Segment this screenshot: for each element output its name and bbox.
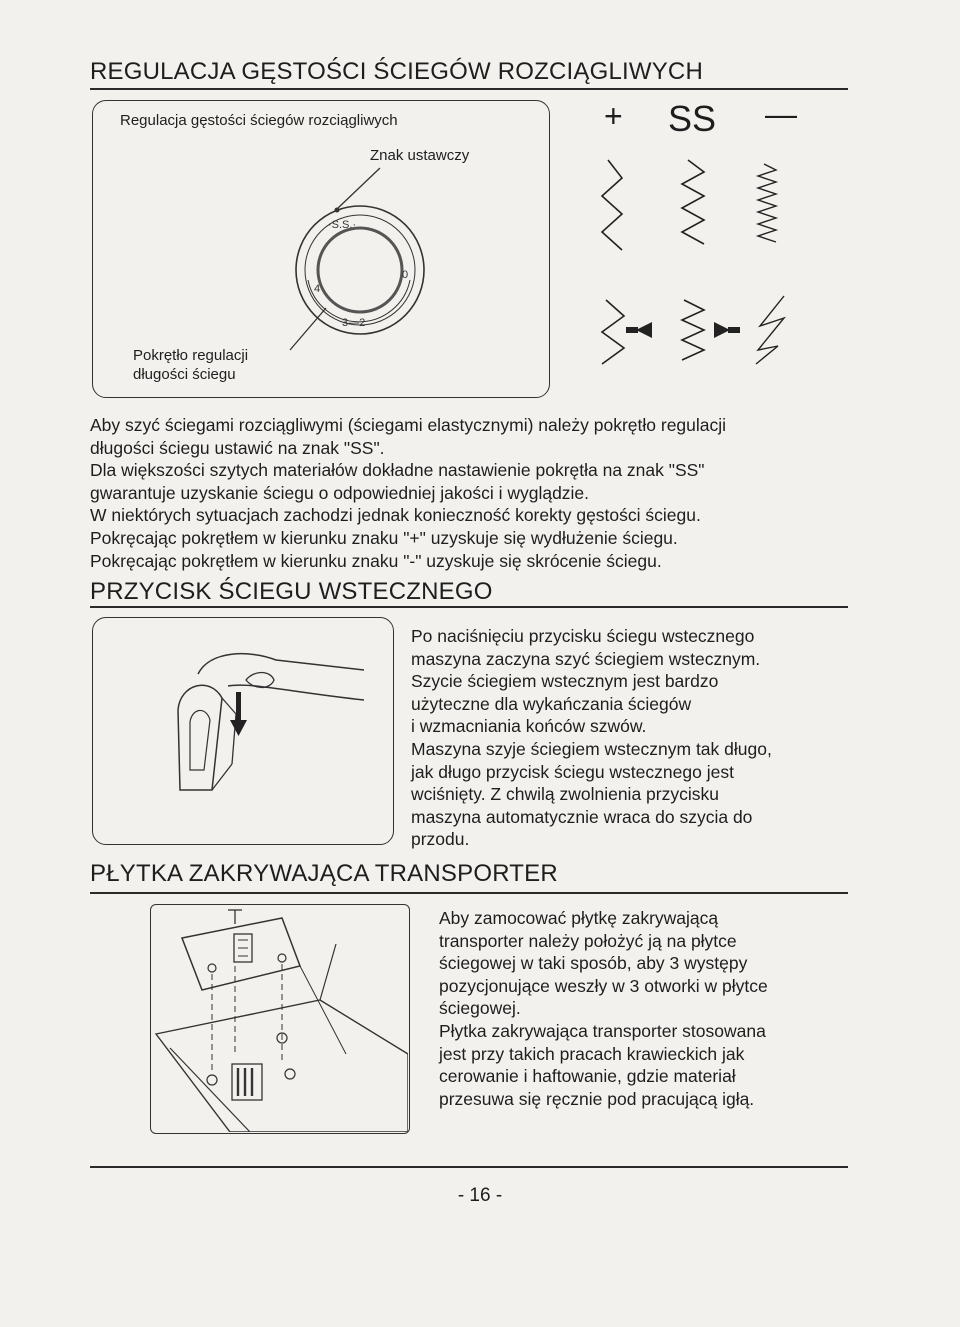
- dial-mark-text: ·S.S.·: [328, 219, 357, 231]
- cover-line: Płytka zakrywająca transporter stosowana: [439, 1020, 766, 1041]
- svg-text:0: 0: [402, 269, 409, 281]
- minus-sign: —: [765, 96, 797, 132]
- svg-text:3—2: 3—2: [342, 317, 366, 329]
- heading-reverse-button: PRZYCISK ŚCIEGU WSTECZNEGO: [90, 578, 493, 605]
- plus-sign: +: [604, 98, 623, 134]
- heading-rule: [90, 88, 848, 90]
- reverse-button-illustration: [150, 640, 370, 820]
- cover-line: cerowanie i haftowanie, gdzie materiał: [439, 1066, 736, 1087]
- cover-line: pozycjonujące weszły w 3 otworki w płytce: [439, 975, 768, 996]
- heading-cover-plate: PŁYTKA ZAKRYWAJĄCA TRANSPORTER: [90, 860, 558, 887]
- heading-rule: [90, 606, 848, 608]
- stretch-instructions: [90, 414, 726, 572]
- footer-rule: [90, 1166, 848, 1168]
- reverse-line: i wzmacniania końców szwów.: [411, 716, 647, 737]
- cover-instructions: [439, 907, 768, 1110]
- reverse-line: Maszyna szyje ściegiem wstecznym tak długo,: [411, 738, 772, 759]
- stretch-line: Aby szyć ściegami rozciągliwymi (ściegami elastycznymi) należy pokrętło regulacji: [90, 415, 727, 435]
- stitch-dial-illustration: [230, 160, 470, 380]
- reverse-line: jak długo przycisk ściegu wstecznego jest: [411, 761, 734, 782]
- cover-line: transporter należy położyć ją na płytce: [439, 930, 737, 951]
- stretch-line: Dla większości szytych materiałów dokładne nastawienie pokrętła na znak "SS": [90, 460, 705, 481]
- reverse-line: Po naciśnięciu przycisku ściegu wstecznego: [411, 626, 755, 646]
- reverse-instructions: [411, 625, 772, 851]
- stretch-line: W niektórych sytuacjach zachodzi jednak konieczność korekty gęstości ściegu.: [90, 505, 701, 526]
- dial-label-line2: długości ściegu: [133, 366, 236, 383]
- reverse-line: przodu.: [411, 829, 470, 850]
- reverse-line: Szycie ściegiem wstecznym jest bardzo: [411, 671, 719, 692]
- reverse-line: wciśnięty. Z chwilą zwolnienia przycisku: [411, 784, 719, 805]
- stretch-line: Pokręcając pokrętłem w kierunku znaku "-" uzyskuje się skrócenie ściegu.: [90, 550, 662, 571]
- stretch-line: długości ściegu ustawić na znak "SS".: [90, 437, 385, 458]
- cover-line: ściegowej.: [439, 998, 521, 1019]
- cover-line: przesuwa się ręcznie pod pracującą igłą.: [439, 1088, 755, 1109]
- reverse-line: użyteczne dla wykańczania ściegów: [411, 693, 692, 714]
- svg-text:4: 4: [314, 283, 321, 295]
- cover-line: Aby zamocować płytkę zakrywającą: [439, 908, 719, 928]
- page-number: - 16 -: [457, 1185, 503, 1206]
- cover-plate-illustration: [150, 904, 408, 1132]
- figure-caption: Regulacja gęstości ściegów rozciągliwych: [120, 112, 398, 129]
- reverse-line: maszyna zaczyna szyć ściegiem wstecznym.: [411, 648, 761, 669]
- heading-rule: [90, 892, 848, 894]
- dial-label-line1: Pokrętło regulacji: [133, 347, 249, 364]
- heading-stretch-density: REGULACJA GĘSTOŚCI ŚCIEGÓW ROZCIĄGLIWYCH: [90, 58, 703, 85]
- stretch-line: gwarantuje uzyskanie ściegu o odpowiedniej jakości i wyglądzie.: [90, 482, 590, 503]
- znak-ustawczy-label: Znak ustawczy: [370, 147, 470, 164]
- ss-sign: SS: [668, 98, 717, 139]
- stitch-patterns-illustration: [580, 150, 820, 390]
- reverse-line: maszyna automatycznie wraca do szycia do: [411, 806, 753, 827]
- stretch-line: Pokręcając pokrętłem w kierunku znaku "+" uzyskuje się wydłużenie ściegu.: [90, 527, 678, 548]
- cover-line: jest przy takich pracach krawieckich jak: [439, 1043, 745, 1064]
- cover-line: ściegowej w taki sposób, aby 3 występy: [439, 953, 748, 974]
